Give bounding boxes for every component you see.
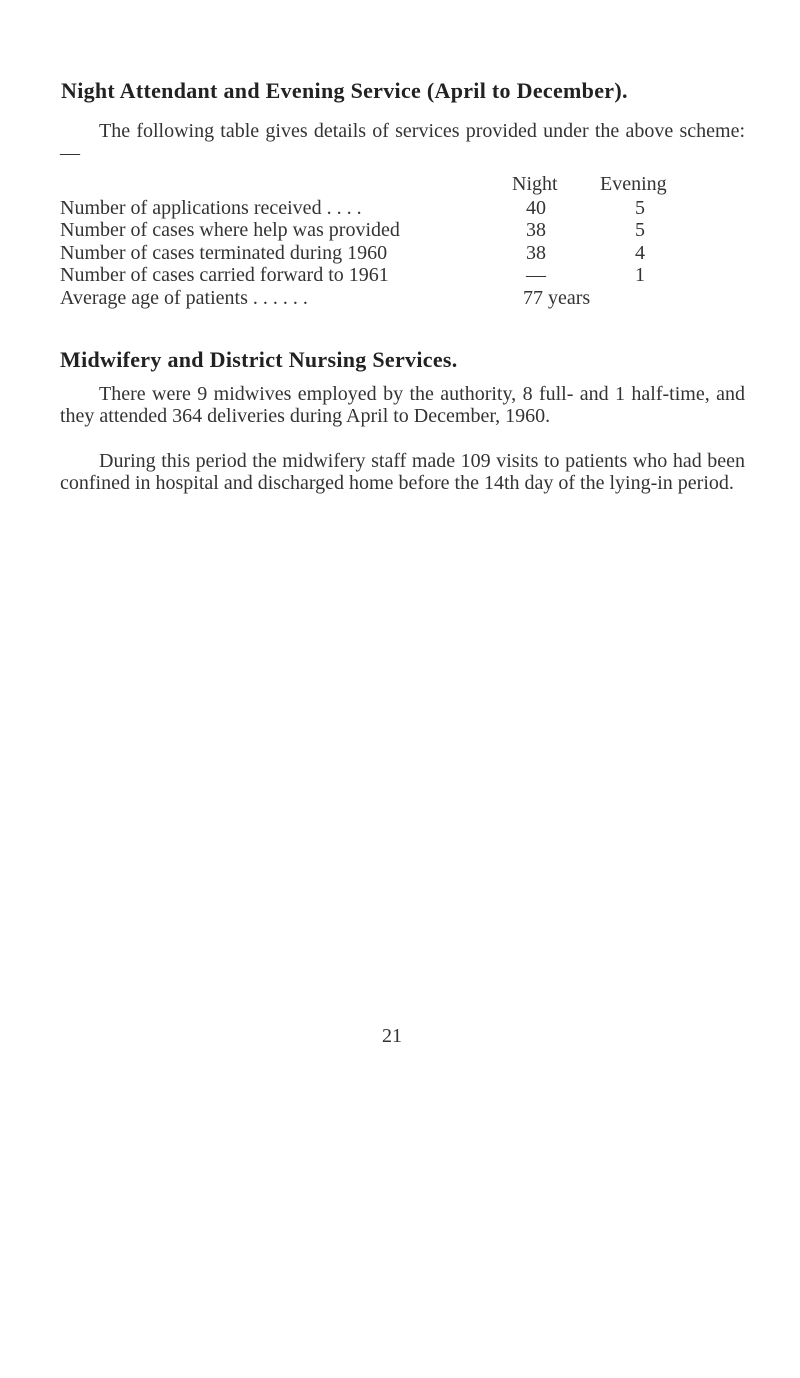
column-header-evening: Evening <box>600 173 667 195</box>
row-label: Number of applications received . . . . <box>60 197 362 219</box>
column-header-night: Night <box>512 173 558 195</box>
page-number: 21 <box>382 1025 402 1047</box>
table-row <box>60 264 750 288</box>
row-label: Number of cases terminated during 1960 <box>60 242 388 264</box>
intro-paragraph: The following table gives details of services provided under the above scheme:— <box>60 120 745 164</box>
section-heading-night-attendant: Night Attendant and Evening Service (April to December). <box>61 78 628 103</box>
section-heading-midwifery: Midwifery and District Nursing Services. <box>60 347 458 372</box>
row-label: Number of cases where help was provided <box>60 219 400 241</box>
table-row <box>60 197 750 221</box>
average-age-value: 77 years <box>523 287 591 309</box>
row-label: Number of cases carried forward to 1961 <box>60 264 389 286</box>
row-label: Average age of patients . . . . . . <box>60 287 308 309</box>
evening-value: 1 <box>635 264 645 286</box>
night-value: 40 <box>526 197 546 219</box>
night-value: 38 <box>526 242 546 264</box>
table-row <box>60 242 750 266</box>
evening-value: 5 <box>635 219 645 241</box>
night-value: — <box>526 264 546 286</box>
visits-paragraph: During this period the midwifery staff made 109 visits to patients who had been confined in hospital and discharged home before the 14th day of the lying-in period. <box>60 450 745 494</box>
table-row-average-age <box>60 287 750 311</box>
night-value: 38 <box>526 219 546 241</box>
evening-value: 4 <box>635 242 645 264</box>
evening-value: 5 <box>635 197 645 219</box>
table-row <box>60 219 750 243</box>
midwives-paragraph: There were 9 midwives employed by the authority, 8 full- and 1 half-time, and they attended 364 deliveries during April to December, 1960. <box>60 383 745 427</box>
